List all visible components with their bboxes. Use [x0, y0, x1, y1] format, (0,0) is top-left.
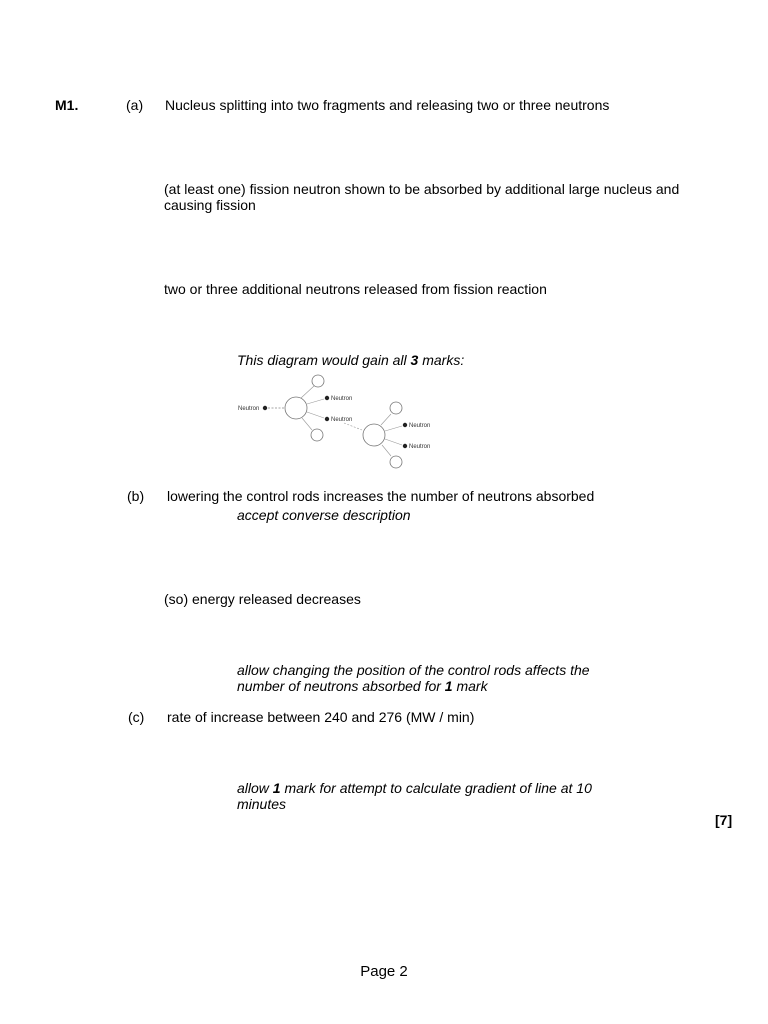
- released-neutron-4-dot: [403, 444, 407, 448]
- neutron-arrow-3: [385, 426, 402, 431]
- note-mark-count: 3: [410, 352, 419, 368]
- question-number: M1.: [55, 97, 79, 113]
- note-suffix: mark for attempt to calculate gradient of line at 10: [280, 780, 592, 796]
- neutron-arrow-4: [385, 439, 402, 445]
- released-neutron-3-dot: [403, 423, 407, 427]
- part-c-note-line-2: minutes: [237, 796, 287, 812]
- diagram-label-neutron-2: Neutron: [331, 417, 353, 423]
- first-nucleus: [285, 397, 307, 419]
- part-a-answer-2-line-1: (at least one) fission neutron shown to be absorbed by additional large nucleus and: [164, 181, 680, 197]
- diagram-label-neutron-1: Neutron: [331, 396, 353, 402]
- second-nucleus: [363, 424, 385, 446]
- part-b-note-2-line-2: [237, 678, 768, 694]
- note-suffix: mark: [452, 678, 488, 694]
- part-b-note-1: accept converse description: [237, 507, 411, 523]
- neutron-arrow-2: [307, 412, 324, 418]
- part-c-note-line-1: [237, 780, 768, 796]
- note-suffix: marks:: [418, 352, 465, 368]
- chain-arrow: [344, 423, 362, 430]
- total-marks: [7]: [715, 812, 733, 828]
- released-neutron-1-dot: [325, 396, 329, 400]
- part-b-note-2-line-1: allow changing the position of the control rods affects the: [237, 662, 590, 678]
- neutron-arrow-1: [307, 399, 324, 404]
- note-prefix: allow: [237, 780, 273, 796]
- fragment-arrow-3: [381, 414, 391, 425]
- part-a-answer-2-line-2: causing fission: [164, 197, 256, 213]
- fragment-arrow-2: [302, 418, 312, 430]
- diagram-label-neutron-3: Neutron: [409, 423, 431, 429]
- note-mark-count: 1: [444, 678, 453, 694]
- part-b-answer-2: (so) energy released decreases: [164, 591, 361, 607]
- fragment-nucleus-4: [390, 456, 402, 468]
- diagram-label-incoming-neutron: Neutron: [238, 406, 260, 412]
- part-a-answer-2: [164, 181, 704, 213]
- note-prefix: This diagram would gain all: [237, 352, 411, 368]
- page-number: Page 2: [360, 963, 408, 980]
- part-b-note-2: [237, 662, 768, 694]
- part-b-answer-1: lowering the control rods increases the number of neutrons absorbed: [167, 488, 595, 504]
- part-b-label: (b): [127, 488, 145, 504]
- note-prefix: number of neutrons absorbed for: [237, 678, 445, 694]
- diagram-label-neutron-4: Neutron: [409, 444, 431, 450]
- part-c-note: [237, 780, 768, 812]
- fragment-nucleus-1: [312, 375, 324, 387]
- part-c-answer-1: rate of increase between 240 and 276 (MW / min): [167, 709, 475, 725]
- part-a-answer-3: two or three additional neutrons released from fission reaction: [164, 281, 547, 297]
- incoming-neutron-dot: [263, 406, 267, 410]
- fission-chain-diagram: [236, 372, 436, 472]
- part-a-label: (a): [126, 97, 144, 113]
- released-neutron-2-dot: [325, 417, 329, 421]
- fragment-nucleus-2: [311, 429, 323, 441]
- part-a-diagram-note: [237, 352, 464, 368]
- fragment-arrow-4: [382, 445, 391, 456]
- part-c-label: (c): [128, 709, 145, 725]
- part-a-answer-1: Nucleus splitting into two fragments and releasing two or three neutrons: [165, 97, 610, 113]
- note-mark-count: 1: [272, 780, 281, 796]
- fragment-arrow-1: [301, 386, 314, 398]
- fragment-nucleus-3: [390, 402, 402, 414]
